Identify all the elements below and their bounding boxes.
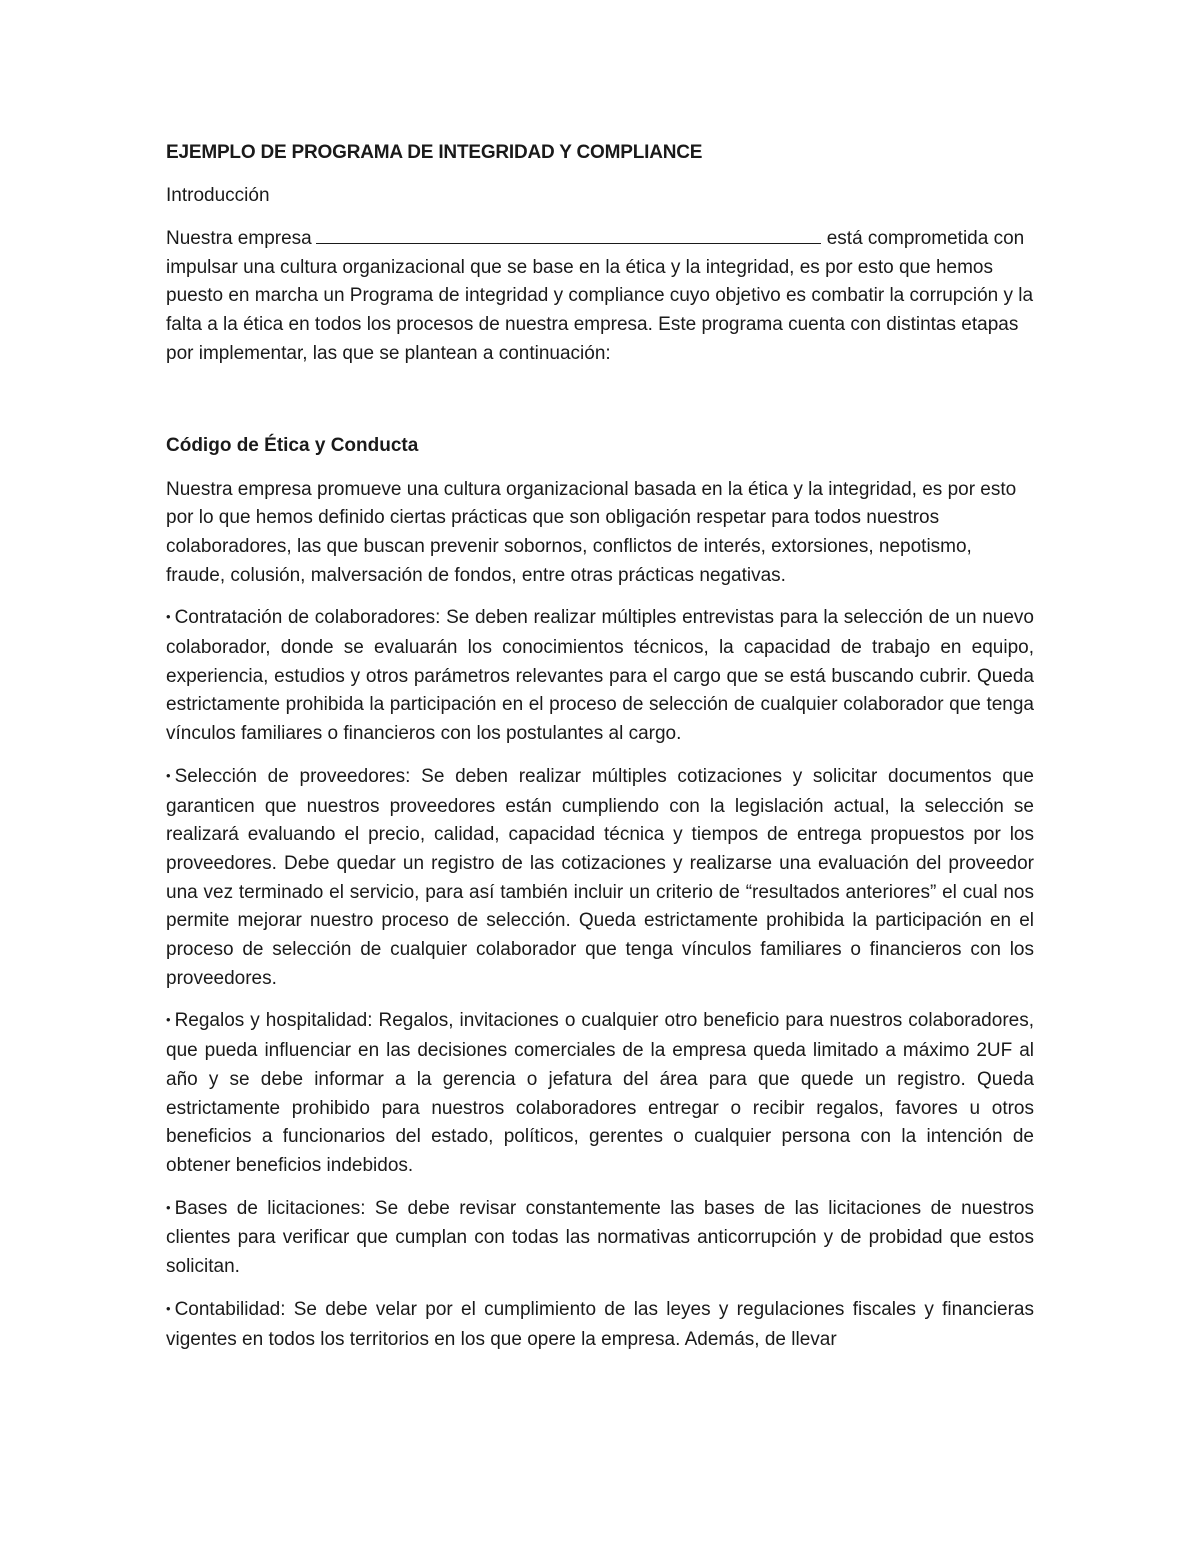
intro-paragraph	[166, 225, 1034, 369]
list-item	[166, 1296, 1034, 1354]
intro-heading: Introducción	[166, 185, 270, 206]
list-item-text: Bases de licitaciones: Se debe revisar constantemente las bases de las licitaciones de nuestros clientes para verificar que cumplan con todas las normativas anticorrupción y de probidad que estos solicitan.	[166, 1197, 1034, 1278]
bullet-icon: •	[166, 1300, 171, 1316]
section-intro-paragraph: Nuestra empresa promueve una cultura organizacional basada en la ética y la integridad, es por esto por lo que hemos definido ciertas prácticas que son obligación respetar para todos nuestros colaboradores, las que buscan prevenir sobornos, conflictos de interés, extorsiones, nepotismo, fraude, colusión, malversación de fondos, entre otras prácticas negativas.	[166, 478, 1017, 586]
practice-list	[166, 604, 1034, 1354]
list-item	[166, 1195, 1034, 1282]
list-item-text: Contratación de colaboradores: Se deben realizar múltiples entrevistas para la selección de un nuevo colaborador, donde se evaluarán los conocimientos técnicos, la capacidad de trabajo en equipo, experiencia, estudios y otros parámetros relevantes para el cargo que se está buscando cubrir. Queda estrictamente prohibida la participación en el proceso de selección de cualquier colaborador que tenga vínculos familiares o financieros con los postulantes al cargo.	[166, 607, 1034, 745]
intro-prefix: Nuestra empresa	[166, 228, 312, 249]
list-item-text: Contabilidad: Se debe velar por el cumplimiento de las leyes y regulaciones fiscales y financieras vigentes en todos los territorios en los que opere la empresa. Además, de llevar	[166, 1298, 1034, 1350]
bullet-icon: •	[166, 1199, 171, 1215]
bullet-icon: •	[166, 767, 171, 783]
company-name-blank	[316, 225, 821, 244]
document-page	[166, 140, 1034, 1354]
list-item-text: Selección de proveedores: Se deben realizar múltiples cotizaciones y solicitar documentos que garanticen que nuestros proveedores están cumpliendo con la legislación actual, la selección se realizará evaluando el precio, calidad, capacidad técnica y tiempos de entrega propuestos por los proveedores. Debe quedar un registro de las cotizaciones y realizarse una evaluación del proveedor una vez terminado el servicio, para así también incluir un criterio de “resultados anteriores” el cual nos permite mejorar nuestro proceso de selección. Queda estrictamente prohibida la participación en el proceso de selección de cualquier colaborador que tenga vínculos familiares o financieros con los proveedores.	[166, 765, 1034, 989]
section-heading: Código de Ética y Conducta	[166, 434, 419, 456]
document-title: EJEMPLO DE PROGRAMA DE INTEGRIDAD Y COMPLIANCE	[166, 142, 703, 163]
list-item	[166, 763, 1034, 994]
bullet-icon: •	[166, 609, 171, 625]
list-item-text: Regalos y hospitalidad: Regalos, invitaciones o cualquier otro beneficio para nuestros colaboradores, que pueda influenciar en las decisiones comerciales de la empresa queda limitado a máximo 2UF al año y se debe informar a la gerencia o jefatura del área para que quede un registro. Queda estrictamente prohibido para nuestros colaboradores entregar o recibir regalos, favores u otros beneficios a funcionarios del estado, políticos, gerentes o cualquier persona con la intención de obtener beneficios indebidos.	[166, 1010, 1034, 1176]
list-item	[166, 604, 1034, 749]
intro-text: está comprometida con impulsar una cultura organizacional que se base en la ética y la integridad, es por esto que hemos puesto en marcha un Programa de integridad y compliance cuyo objetivo es combatir la corrupción y la falta a la ética en todos los procesos de nuestra empresa. Este programa cuenta con distintas etapas por implementar, las que se plantean a continuación:	[166, 228, 1034, 364]
bullet-icon: •	[166, 1012, 171, 1028]
list-item	[166, 1007, 1034, 1180]
